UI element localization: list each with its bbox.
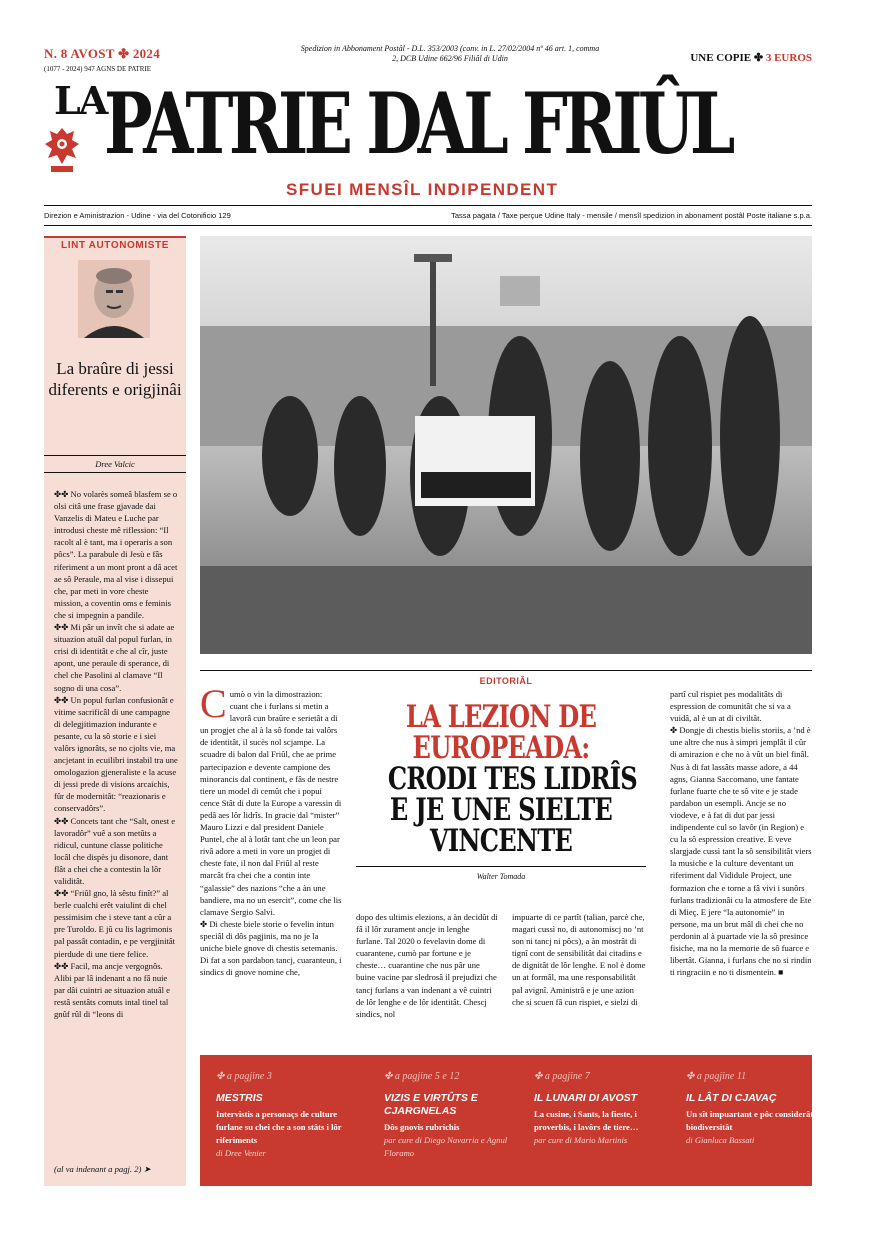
sidebar-paragraph: ✤✤ “Friûl gno, là sêstu finît?” al berle cualchi erêt vaiulint di chel pessimisim che i steve tant a cûr a pre Turoldo. E jû cu lis lagrimonis pal passât contadin, e pe vergjinitât pierdude di une tiere felice.: [54, 888, 176, 959]
sidebar-title: La braûre di jessi diferents e origjinâi: [48, 359, 182, 399]
editorial-column-2: dopo des ultimis elezions, a àn decidût di fâ il lôr zurament ancje in lenghe furlane. Tal 2020 o fevelavin dome di cuarantene, cumò par fortune e je cheste… cuarantine che nus pâr une buine vacine par sledrosâ il prejudizi che tancj furlans a van indenant a vê cuintri de lôr lenghe e de lôr identitât. Chescj sindics, nol: [356, 912, 498, 1019]
teaser-byline: par cure di Diego Navarria e Agnul Floramo: [384, 1135, 508, 1158]
teaser-page: ✤ a pagjine 11: [686, 1071, 747, 1082]
headline-black-line: E JE UNE SIELTE: [389, 792, 613, 828]
inside-pages-teaser-bar: [200, 1055, 824, 1186]
issue-date: N. 8 AVOST ✤ 2024: [44, 46, 161, 61]
price-label: [690, 51, 812, 64]
friuli-eagle-crest-icon: [43, 124, 81, 174]
masthead-subtitle: SFUEI MENSÎL INDIPENDENT: [286, 180, 559, 199]
sidebar-paragraph: ✤✤ Facil, ma ancje vergognôs. Alibi par lâ indenant a no fâ nuie par dâi cuintri ae situazion atuâl e restâ sentâts comuts intal tinel tal gnûf rûl di “leons di: [54, 960, 170, 1020]
price-prefix: UNE COPIE ✤: [690, 52, 766, 64]
masthead-divider: [44, 205, 812, 206]
football-team-celebration-photo: [200, 236, 812, 654]
editorial-author: Walter Tomada: [356, 866, 646, 881]
sidebar-paragraph: ✤✤ Mi pâr un invît che si adate ae situazion atuâl dal popul furlan, in crisi di identitât e che al cîr, juste apont, une peraule di sperance, di chel che Pasolini al clamave “Il sogno di una cosa”.: [54, 622, 175, 693]
teaser-item[interactable]: [534, 1071, 674, 1147]
teaser-page: ✤ a pagjine 7: [534, 1071, 590, 1082]
teaser-description: Intervistis a personaçs de culture furlane su chei che a son stâts i lôr riferiments: [216, 1109, 342, 1145]
editorial-headline: [356, 699, 646, 859]
price-value: 3 EUROS: [765, 52, 812, 64]
teaser-description: Dôs gnovis rubrichis: [384, 1122, 460, 1132]
teaser-section: VIZIS E VIRTÛTS E CJARGNELAS: [384, 1092, 478, 1117]
author-portrait-icon: [78, 260, 150, 338]
headline-black-line: CRODI TES LIDRÎS: [387, 761, 637, 797]
years-of-homeland: (1077 - 2024) 947 AGNS DE PATRIE: [44, 65, 152, 73]
sidebar-heading: LINT AUTONOMISTE: [44, 236, 186, 254]
editorial-column-1: [200, 681, 342, 978]
teaser-byline: di Dree Venier: [216, 1148, 266, 1158]
editorial-text: ✤ Di cheste biele storie o fevelin intun speciâl di dôs pagjinis, ma no je la uniche biele gnove di chestis setemanis. Di fat a son pardabon tancj, cuaranteun, i sindics di gnove nomine che,: [200, 918, 342, 978]
editorial-column-3: impuarte di ce partît (talian, parcè che, magari cussì no, di autonomiscj no ’nt son ni tancj ni pôcs), a àn mostrât di tignî cont de sensibilitât dai citadins e de dignitât de lôr lenghe. E nol è dome un at formâl, ma une responsabilitât pal avignî. Aministrâ e je une azion che si scuen fâ cun rispiet, e sielzi di: [512, 912, 646, 1007]
headline-red-line: EUROPEADA:: [412, 730, 590, 766]
editorial-label: EDITORIÂL: [200, 670, 812, 686]
headline-red-line: LA LEZION DE: [405, 699, 597, 735]
teaser-description: Un sît impuartant e pôc considerât pe biodiversitât: [686, 1109, 824, 1132]
tax-notice: Tassa pagata / Taxe perçue Udine Italy - mensile / mensîl spedizion in abonament postâl Poste italiane s.p.a.: [451, 211, 812, 220]
masthead-divider-bottom: [44, 225, 812, 226]
editorial-text: umò o vin la dimostrazion: cuant che i furlans si metin a lavorâ cun braûre e serietât a di un progjet che al à la sô fonde tai valôrs de identitât, il sucès nol scjampe. La scuadre di balon dal Friûl, che ae prime partecipazion e devente campione des minorancis dal continent, e fâs de nestre tiere un model di cemût che i popui cence Stât di dute la Europe a varessin di pedâ aes lôr lidrîs. In gracie dal “mister” Mauro Lizzi e dal president Daniele Puntel, che al à lotât tant che un leon par rivâ adore a meti in vore un progjet di cheste fate, il non dal Friûl al reste marcât fra chei che a contin inte “galassie” des nazions “che a àn une bandiere, ma no un esercit”, come che lis clamave Sergio Salvi.: [200, 689, 342, 917]
sidebar-column: [44, 236, 186, 1186]
teaser-section: MESTRIS: [216, 1092, 263, 1104]
drop-cap: C: [200, 681, 227, 726]
sidebar-author: Dree Valcic: [44, 455, 186, 473]
teaser-byline: par cure di Mario Martinis: [534, 1135, 628, 1145]
sidebar-body: [54, 488, 178, 1020]
editorial-text: ✤ Dongje di chestis bielis storiis, a ’nd è une altre che nus à simpri jemplât il cûr di amirazion e che no à vût un biel finâl. Nus à di fat lassâts masse adore, a 44 agns, Gianna Saccomano, une fantate furlane fuarte che te sô vite e je stade pardabon un esempli. Ancje se no viodeve, e à fat di dut par jessi indipendente cul so lavôr (in Region) e cu la sô espression creative. E veve slargjade cussì tant la sô sensibilitât viers la musiche e la culture deventant un riferiment dal Vididule Project, une formazion che e torne a fâ vivi i sunôrs furlans tradizionâi cu la atmosfere de Ete di Mieç. E jere “la autonomie” in persone, ma un brut mâl di chei che no perdonin al à puartade vie la sô presince fisiche, ma no la memorie de sô fuarce e libertât. Gianna, i furlans che no si rindin ti ringraciin e no ti dismentein. ■: [670, 725, 812, 978]
editorial-column-4: [670, 688, 812, 978]
teaser-section: IL LÂT DI CJAVAÇ: [686, 1092, 777, 1104]
postal-notice: Spedizion in Abbonament Postâl - D.L. 353/2003 (conv. in L. 27/02/2004 nº 46 art. 1, comma 2, DCB Udine 662/96 Filiâl di Udin: [300, 44, 600, 63]
teaser-item[interactable]: [384, 1071, 524, 1160]
continue-link[interactable]: (al va indenant a pagj. 2) ➤: [54, 1164, 151, 1174]
editorial-text: partî cul rispiet pes modalitâts di espression de comunitât che si va a vuidâ, al è un at di civiltât.: [670, 689, 791, 724]
teaser-item[interactable]: [686, 1071, 826, 1147]
teaser-page: ✤ a pagjine 3: [216, 1071, 272, 1082]
teaser-byline: di Gianluca Bassati: [686, 1135, 755, 1145]
masthead-la: LA: [54, 78, 107, 123]
sidebar-paragraph: ✤✤ No volarès someâ blasfem se o olsi citâ une frase gjavade dai Vanzelis di Mateu e Luche par introdusi cheste mê riflession: “Il racolt al è tant, ma i operaris a son pôcs”. La parabule di Jesù e fâs riferiment a un mont pront a dâ acet ae sô Peraule, ma al vise i dissepui che, par meti in vore cheste mission, a coventin oms e feminis che si impegnin a pandile.: [54, 489, 178, 620]
masthead-title: PATRIE DAL FRIÛL: [104, 74, 731, 173]
teaser-description: La cusine, i Sants, la fieste, i proverbis, i lavôrs de tiere…: [534, 1109, 639, 1132]
address-line: Direzion e Aministrazion - Udine - via del Cotonificio 129: [44, 211, 231, 220]
headline-black-line: VINCENTE: [429, 823, 573, 859]
sidebar-paragraph: ✤✤ Un popul furlan confusionât e vitime sacrificâl di une campagne di delegjitimazion indurante e pesante, cu la sô storie e i siei valôrs ignorâts, se no cjolts vie, ma ancjetant in ecuilibri instabil tra une omologazion gjeneraliste e la acuse di jessi prede di visions arcaichis, fûr de modernitât: “reazionaris e conservadôrs”.: [54, 694, 178, 814]
sidebar-paragraph: ✤✤ Concets tant che “Salt, onest e lavoradôr” vuê a son metûts a ridicul, cuntune classe politiche locâl che dispès ju disonore, dant flât a chei che a contestin la lôr validitât.: [54, 815, 176, 886]
teaser-page: ✤ a pagjine 5 e 12: [384, 1071, 460, 1082]
teaser-section: IL LUNARI DI AVOST: [534, 1092, 638, 1104]
teaser-item[interactable]: [216, 1071, 356, 1160]
